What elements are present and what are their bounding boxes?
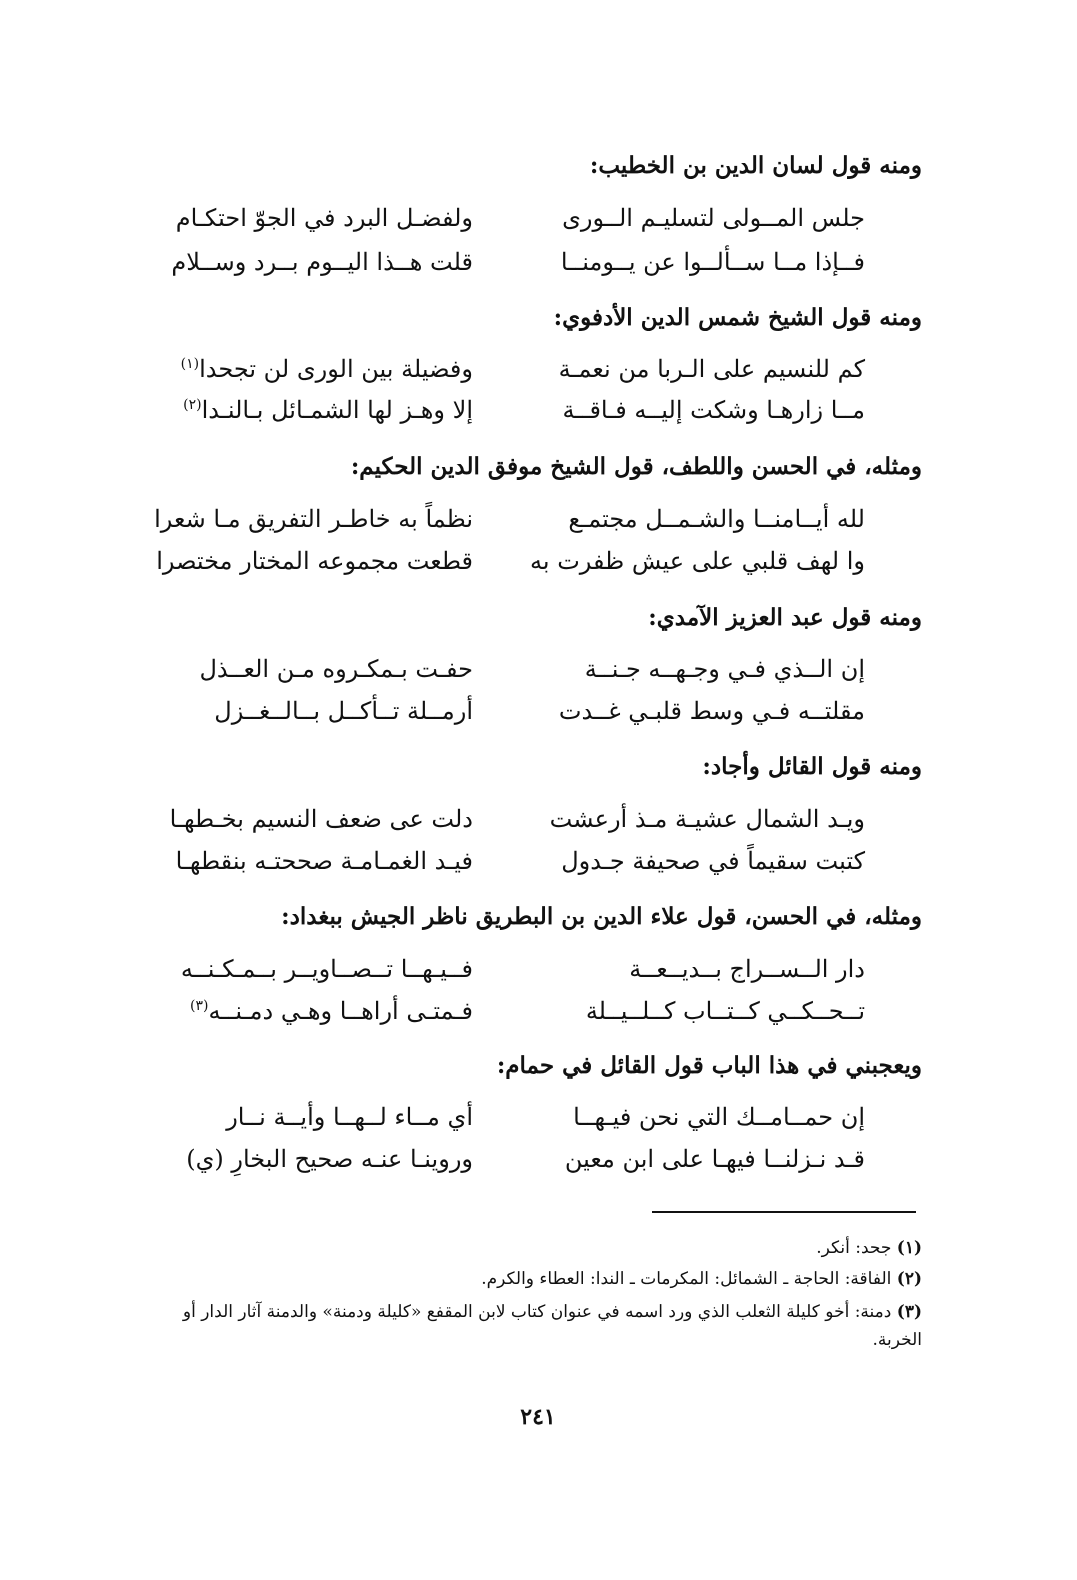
- section-intro: ومثله، في الحسن، قول علاء الدين بن البطريق ناظر الجيش ببغداد:: [281, 903, 922, 930]
- verse-first-hemistich: ويـد الشمال عشيـة مـذ أرعشت: [549, 805, 865, 833]
- section-intro: ومثله، في الحسن واللطف، قول الشيخ موفق الدين الحكيم:: [350, 453, 922, 480]
- verse-second-hemistich: [133, 545, 473, 577]
- verse-first-hemistich: إن الــذي فـي وجـهــه جـنــة: [584, 655, 865, 683]
- verse-first-hemistich: تــحــكــي كــتــاب كــلــيــلة: [585, 997, 865, 1025]
- verse-text: قطعت مجموعه المختار مختصرا: [156, 547, 473, 575]
- verse-first-hemistich: لله أيــامنــا والشـمــل مجتمـع: [568, 505, 865, 533]
- footnote-number: (٢): [896, 1269, 922, 1289]
- verse-text: حفـت بـمكـروه مـن العــذل: [199, 655, 473, 683]
- verse-first-hemistich: مــا زارهـا وشكت إليــه فـاقــة: [562, 396, 865, 424]
- verse-second-hemistich: [133, 246, 473, 278]
- verse-first-hemistich: دار الــســراج بــديــعــة: [629, 955, 865, 983]
- verse-text: أي مــاء لــهــا وأيــة نــار: [226, 1103, 473, 1131]
- section-intro: ويعجبني في هذا الباب قول القائل في حمام:: [496, 1052, 922, 1079]
- footnote: [142, 1265, 922, 1293]
- verse-second-hemistich: [133, 803, 473, 835]
- footnote-text: دمنة: أخو كليلة الثعلب الذي ورد اسمه في عنوان كتاب لابن المقفع «كليلة ودمنة» والدمنة آثار الدار أو الخربة.: [182, 1302, 922, 1350]
- verse-first-hemistich: فــإذا مــا ســألــوا عن يــومنــا: [560, 248, 865, 276]
- footnote-number: (٣): [896, 1302, 922, 1322]
- verse-text: فيـد الغمـامـة صححتـه بنقطهـا: [175, 847, 473, 875]
- verse-second-hemistich: [133, 1143, 473, 1175]
- verse-text: ولفضـل البرد في الجوّ احتكـام: [175, 204, 473, 232]
- page-number: ٢٤١: [520, 1404, 556, 1430]
- verse-text: وفضيلة بين الورى لن تجحدا: [199, 355, 473, 383]
- footnote-marker: (٣): [190, 998, 209, 1014]
- verse-second-hemistich: [133, 202, 473, 234]
- verse-text: دلت عى ضعف النسيم بخـطهـا: [169, 805, 473, 833]
- verse-text: وروينـا عنـه صحيح البخارِ (ي): [186, 1145, 473, 1173]
- verse-text: نظماً به خاطـر التفريق مـا شعرا: [154, 505, 473, 533]
- section-intro: ومنه قول عبد العزيز الآمدي:: [648, 604, 922, 631]
- verse-first-hemistich: قـد نـزلنــا فيهـا على ابن معين: [564, 1145, 865, 1173]
- verse-second-hemistich: [133, 353, 473, 385]
- verse-second-hemistich: [133, 845, 473, 877]
- verse-first-hemistich: مقلتــه فـي وسط قلبـي غــدت: [558, 697, 865, 725]
- verse-text: قلت هــذا اليــوم بــرد وســلام: [171, 248, 473, 276]
- verse-text: إلا وهـز لها الشمـائل بـالنـدا: [201, 396, 473, 424]
- verse-second-hemistich: [133, 995, 473, 1027]
- section-intro: ومنه قول الشيخ شمس الدين الأدفوي:: [553, 304, 922, 331]
- section-intro: ومنه قول لسان الدين بن الخطيب:: [589, 152, 922, 179]
- verse-second-hemistich: [133, 953, 473, 985]
- verse-first-hemistich: كم للنسيم على الـربا من نعمـة: [558, 355, 865, 383]
- verse-second-hemistich: [133, 1101, 473, 1133]
- verse-text: أرمــلة تــأكــل بــالــغــزل: [214, 697, 473, 725]
- footnote-number: (١): [896, 1238, 922, 1258]
- verse-first-hemistich: كتبت سقيماً في صحيفة جـدول: [561, 847, 865, 875]
- footnote: [142, 1234, 922, 1262]
- footnote-text: الفاقة: الحاجة ـ الشمائل: المكرمات ـ الندا: العطاء والكرم.: [481, 1269, 892, 1289]
- verse-second-hemistich: [133, 653, 473, 685]
- verse-second-hemistich: [133, 503, 473, 535]
- verse-first-hemistich: إن حمــامــك التي نحن فيـهــا: [573, 1103, 865, 1131]
- footnote: [142, 1298, 922, 1354]
- verse-text: فـمتـى أراهــا وهـي دمـنــه: [208, 997, 473, 1025]
- verse-second-hemistich: [133, 695, 473, 727]
- footnote-separator: [652, 1211, 916, 1213]
- verse-first-hemistich: جلس المــولى لتسليـم الــورى: [562, 204, 865, 232]
- verse-first-hemistich: وا لهف قلبي على عيش ظفرت به: [530, 547, 865, 575]
- verse-text: فــيـهــا تــصــاويــر بــمـكـنــه: [180, 955, 473, 983]
- footnote-text: جحد: أنكر.: [816, 1238, 892, 1258]
- footnote-marker: (٢): [183, 397, 202, 413]
- verse-second-hemistich: [133, 394, 473, 426]
- footnote-marker: (١): [180, 356, 200, 372]
- section-intro: ومنه قول القائل وأجاد:: [702, 753, 922, 780]
